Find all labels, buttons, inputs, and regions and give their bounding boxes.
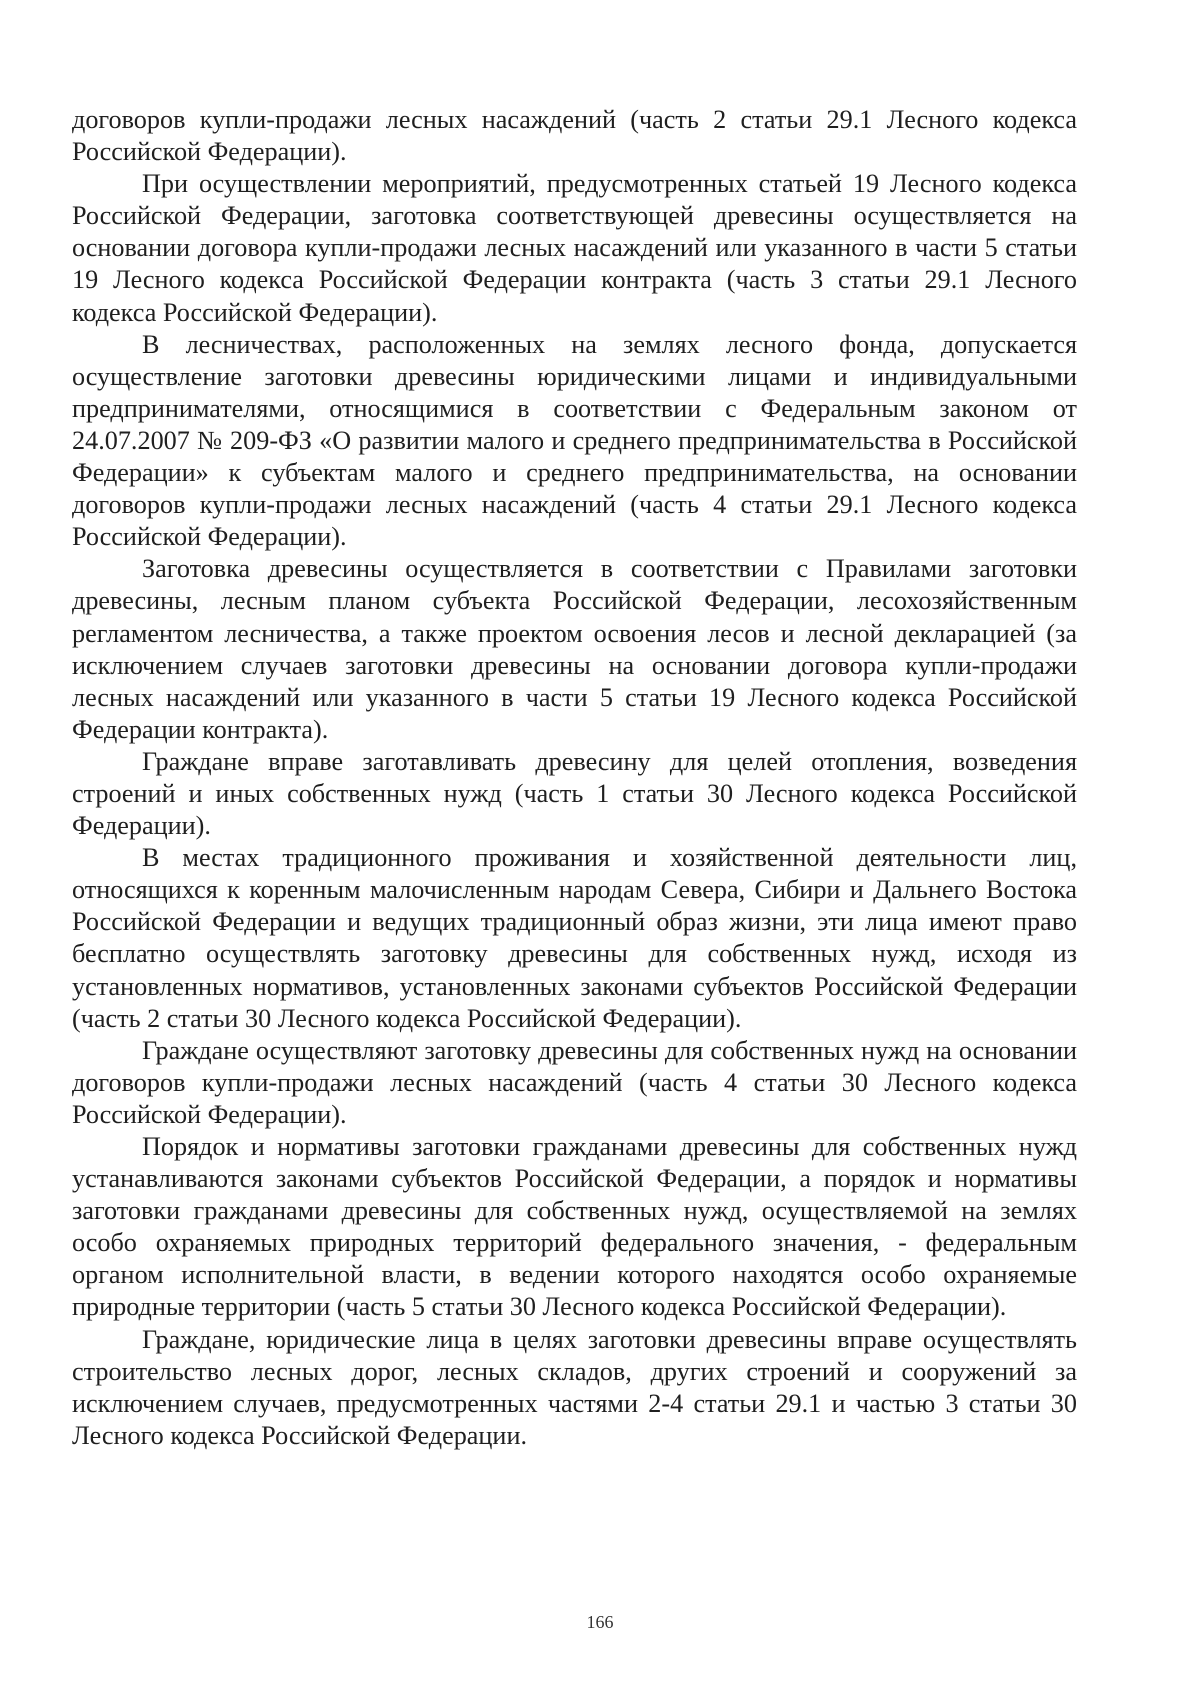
paragraph-7: Граждане осуществляют заготовку древесины для собственных нужд на основании договоров купли-продажи лесных насаждений (часть 4 статьи 30 Лесного кодекса Российской Федерации). (72, 1035, 1077, 1129)
paragraph-1: договоров купли-продажи лесных насаждений (часть 2 статьи 29.1 Лесного кодекса Российской Федерации). (72, 105, 1077, 167)
paragraph-4: Заготовка древесины осуществляется в соответствии с Правилами заготовки древесины, лесным планом субъекта Российской Федерации, лесохозяйственным регламентом лесничества, а также проектом освоения лесов и лесной декларацией (за исключением случаев заготовки древесины на основании договора купли-продажи лесных насаждений или указанного в части 5 статьи 19 Лесного кодекса Российской Федерации контракта). (72, 554, 1077, 744)
document-body (72, 104, 1077, 1452)
paragraph-6: В местах традиционного проживания и хозяйственной деятельности лиц, относящихся к коренным малочисленным народам Севера, Сибири и Дальнего Востока Российской Федерации и ведущих традиционный образ жизни, эти лица имеют право бесплатно осуществлять заготовку древесины для собственных нужд, исходя из установленных нормативов, установленных законами субъектов Российской Федерации (часть 2 статьи 30 Лесного кодекса Российской Федерации). (72, 843, 1077, 1033)
paragraph-5: Граждане вправе заготавливать древесину для целей отопления, возведения строений и иных собственных нужд (часть 1 статьи 30 Лесного кодекса Российской Федерации). (72, 746, 1077, 841)
paragraph-3: В лесничествах, расположенных на землях лесного фонда, допускается осуществление заготовки древесины юридическими лицами и индивидуальными предпринимателями, относящимися в соответствии с Федеральным законом от 24.07.2007 № 209-ФЗ «О развитии малого и среднего предпринимательства в Российской Федерации» к субъектам малого и среднего предпринимательства, на основании договоров купли-продажи лесных насаждений (часть 4 статьи 29.1 Лесного кодекса Российской Федерации). (72, 329, 1077, 552)
page-number: 166 (586, 1612, 614, 1632)
paragraph-9: Граждане, юридические лица в целях заготовки древесины вправе осуществлять строительство лесных дорог, лесных складов, других строений и сооружений за исключением случаев, предусмотренных частями 2-4 статьи 29.1 и частью 3 статьи 30 Лесного кодекса Российской Федерации. (72, 1324, 1077, 1450)
paragraph-2: При осуществлении мероприятий, предусмотренных статьей 19 Лесного кодекса Российской Федерации, заготовка соответствующей древесины осуществляется на основании договора купли-продажи лесных насаждений или указанного в части 5 статьи 19 Лесного кодекса Российской Федерации контракта (часть 3 статьи 29.1 Лесного кодекса Российской Федерации). (72, 169, 1077, 327)
paragraph-8: Порядок и нормативы заготовки гражданами древесины для собственных нужд устанавливаются законами субъектов Российской Федерации, а порядок и нормативы заготовки гражданами древесины для собственных нужд, осуществляемой на землях особо охраняемых природных территорий федерального значения, - федеральным органом исполнительной власти, в ведении которого находятся особо охраняемые природные территории (часть 5 статьи 30 Лесного кодекса Российской Федерации). (72, 1132, 1077, 1322)
